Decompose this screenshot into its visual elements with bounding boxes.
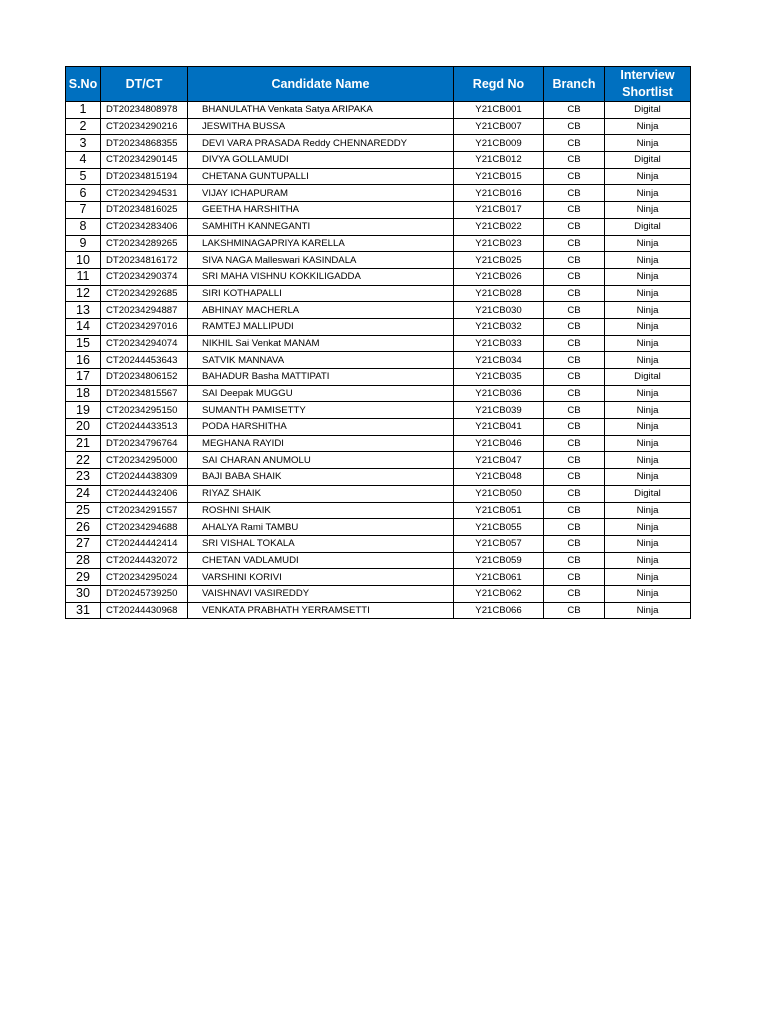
cell-branch: CB [544, 569, 605, 586]
cell-dt-ct: DT20234816172 [101, 252, 188, 269]
cell-interview-shortlist: Digital [605, 218, 691, 235]
cell-branch: CB [544, 218, 605, 235]
cell-branch: CB [544, 302, 605, 319]
cell-regd-no: Y21CB051 [454, 502, 544, 519]
cell-interview-shortlist: Ninja [605, 452, 691, 469]
cell-branch: CB [544, 602, 605, 619]
cell-dt-ct: CT20234297016 [101, 318, 188, 335]
cell-branch: CB [544, 235, 605, 252]
cell-regd-no: Y21CB026 [454, 268, 544, 285]
cell-candidate-name: SRI MAHA VISHNU KOKKILIGADDA [188, 268, 454, 285]
cell-regd-no: Y21CB057 [454, 535, 544, 552]
cell-sno: 24 [66, 485, 101, 502]
cell-dt-ct: CT20244432406 [101, 485, 188, 502]
cell-interview-shortlist: Ninja [605, 402, 691, 419]
cell-candidate-name: DIVYA GOLLAMUDI [188, 152, 454, 169]
cell-sno: 22 [66, 452, 101, 469]
table-row [66, 152, 691, 169]
cell-regd-no: Y21CB032 [454, 318, 544, 335]
cell-branch: CB [544, 469, 605, 486]
cell-dt-ct: CT20234289265 [101, 235, 188, 252]
cell-regd-no: Y21CB007 [454, 118, 544, 135]
cell-sno: 1 [66, 102, 101, 119]
cell-regd-no: Y21CB046 [454, 435, 544, 452]
cell-sno: 20 [66, 419, 101, 436]
cell-sno: 10 [66, 252, 101, 269]
cell-interview-shortlist: Digital [605, 485, 691, 502]
cell-regd-no: Y21CB022 [454, 218, 544, 235]
cell-branch: CB [544, 502, 605, 519]
cell-dt-ct: CT20234290145 [101, 152, 188, 169]
cell-dt-ct: CT20244453643 [101, 352, 188, 369]
cell-interview-shortlist: Ninja [605, 302, 691, 319]
cell-sno: 21 [66, 435, 101, 452]
table-row [66, 519, 691, 536]
cell-interview-shortlist: Digital [605, 152, 691, 169]
cell-regd-no: Y21CB050 [454, 485, 544, 502]
cell-branch: CB [544, 102, 605, 119]
cell-branch: CB [544, 135, 605, 152]
cell-sno: 25 [66, 502, 101, 519]
table-row [66, 369, 691, 386]
header-shortlist-line2: Shortlist [622, 85, 673, 99]
cell-dt-ct: DT20234816025 [101, 202, 188, 219]
header-sno: S.No [66, 67, 101, 102]
cell-sno: 28 [66, 552, 101, 569]
table-row [66, 168, 691, 185]
cell-branch: CB [544, 419, 605, 436]
cell-dt-ct: CT20234283406 [101, 218, 188, 235]
cell-candidate-name: MEGHANA RAYIDI [188, 435, 454, 452]
header-regd-no: Regd No [454, 67, 544, 102]
cell-branch: CB [544, 485, 605, 502]
cell-sno: 13 [66, 302, 101, 319]
table-row [66, 385, 691, 402]
cell-candidate-name: DEVI VARA PRASADA Reddy CHENNAREDDY [188, 135, 454, 152]
cell-candidate-name: JESWITHA BUSSA [188, 118, 454, 135]
cell-sno: 6 [66, 185, 101, 202]
cell-candidate-name: LAKSHMINAGAPRIYA KARELLA [188, 235, 454, 252]
cell-interview-shortlist: Ninja [605, 168, 691, 185]
table-row [66, 602, 691, 619]
cell-interview-shortlist: Ninja [605, 602, 691, 619]
cell-regd-no: Y21CB034 [454, 352, 544, 369]
table-row [66, 202, 691, 219]
table-row [66, 469, 691, 486]
cell-candidate-name: VENKATA PRABHATH YERRAMSETTI [188, 602, 454, 619]
cell-sno: 17 [66, 369, 101, 386]
cell-sno: 16 [66, 352, 101, 369]
cell-sno: 9 [66, 235, 101, 252]
cell-candidate-name: SRI VISHAL TOKALA [188, 535, 454, 552]
cell-candidate-name: RIYAZ SHAIK [188, 485, 454, 502]
cell-branch: CB [544, 118, 605, 135]
table-row [66, 102, 691, 119]
cell-dt-ct: CT20234295000 [101, 452, 188, 469]
cell-dt-ct: CT20234290374 [101, 268, 188, 285]
cell-regd-no: Y21CB030 [454, 302, 544, 319]
cell-interview-shortlist: Ninja [605, 569, 691, 586]
table-row [66, 218, 691, 235]
cell-candidate-name: ABHINAY MACHERLA [188, 302, 454, 319]
cell-interview-shortlist: Ninja [605, 585, 691, 602]
cell-candidate-name: GEETHA HARSHITHA [188, 202, 454, 219]
cell-interview-shortlist: Digital [605, 369, 691, 386]
cell-sno: 18 [66, 385, 101, 402]
cell-sno: 26 [66, 519, 101, 536]
cell-sno: 11 [66, 268, 101, 285]
cell-branch: CB [544, 168, 605, 185]
cell-dt-ct: DT20234796764 [101, 435, 188, 452]
cell-regd-no: Y21CB055 [454, 519, 544, 536]
cell-interview-shortlist: Ninja [605, 519, 691, 536]
cell-candidate-name: SAI Deepak MUGGU [188, 385, 454, 402]
cell-regd-no: Y21CB009 [454, 135, 544, 152]
cell-dt-ct: CT20234295024 [101, 569, 188, 586]
table-row [66, 552, 691, 569]
cell-branch: CB [544, 385, 605, 402]
cell-interview-shortlist: Ninja [605, 318, 691, 335]
cell-sno: 2 [66, 118, 101, 135]
cell-interview-shortlist: Ninja [605, 135, 691, 152]
cell-branch: CB [544, 402, 605, 419]
cell-sno: 23 [66, 469, 101, 486]
shortlist-table [65, 66, 691, 619]
cell-branch: CB [544, 369, 605, 386]
cell-sno: 19 [66, 402, 101, 419]
cell-regd-no: Y21CB023 [454, 235, 544, 252]
cell-dt-ct: DT20234815194 [101, 168, 188, 185]
cell-regd-no: Y21CB025 [454, 252, 544, 269]
cell-regd-no: Y21CB061 [454, 569, 544, 586]
cell-candidate-name: SAI CHARAN ANUMOLU [188, 452, 454, 469]
cell-branch: CB [544, 185, 605, 202]
cell-dt-ct: CT20244438309 [101, 469, 188, 486]
cell-sno: 3 [66, 135, 101, 152]
cell-interview-shortlist: Ninja [605, 385, 691, 402]
table-row [66, 502, 691, 519]
cell-interview-shortlist: Ninja [605, 469, 691, 486]
cell-branch: CB [544, 535, 605, 552]
cell-branch: CB [544, 285, 605, 302]
cell-interview-shortlist: Digital [605, 102, 691, 119]
table-row [66, 235, 691, 252]
cell-interview-shortlist: Ninja [605, 552, 691, 569]
cell-candidate-name: ROSHNI SHAIK [188, 502, 454, 519]
cell-sno: 29 [66, 569, 101, 586]
cell-regd-no: Y21CB017 [454, 202, 544, 219]
cell-interview-shortlist: Ninja [605, 352, 691, 369]
cell-dt-ct: DT20234868355 [101, 135, 188, 152]
cell-dt-ct: DT20245739250 [101, 585, 188, 602]
cell-interview-shortlist: Ninja [605, 285, 691, 302]
cell-dt-ct: DT20234815567 [101, 385, 188, 402]
table-row [66, 402, 691, 419]
header-row [66, 67, 691, 102]
cell-candidate-name: AHALYA Rami TAMBU [188, 519, 454, 536]
table-row [66, 185, 691, 202]
cell-candidate-name: VAISHNAVI VASIREDDY [188, 585, 454, 602]
header-candidate-name: Candidate Name [188, 67, 454, 102]
cell-dt-ct: DT20234808978 [101, 102, 188, 119]
cell-candidate-name: BHANULATHA Venkata Satya ARIPAKA [188, 102, 454, 119]
cell-branch: CB [544, 152, 605, 169]
cell-dt-ct: CT20244442414 [101, 535, 188, 552]
table-row [66, 252, 691, 269]
cell-candidate-name: NIKHIL Sai Venkat MANAM [188, 335, 454, 352]
cell-regd-no: Y21CB033 [454, 335, 544, 352]
cell-regd-no: Y21CB028 [454, 285, 544, 302]
cell-regd-no: Y21CB041 [454, 419, 544, 436]
cell-candidate-name: SIVA NAGA Malleswari KASINDALA [188, 252, 454, 269]
cell-sno: 12 [66, 285, 101, 302]
table-row [66, 419, 691, 436]
cell-regd-no: Y21CB059 [454, 552, 544, 569]
cell-dt-ct: CT20234291557 [101, 502, 188, 519]
cell-interview-shortlist: Ninja [605, 118, 691, 135]
cell-dt-ct: CT20234294887 [101, 302, 188, 319]
cell-interview-shortlist: Ninja [605, 535, 691, 552]
cell-sno: 27 [66, 535, 101, 552]
cell-interview-shortlist: Ninja [605, 252, 691, 269]
cell-regd-no: Y21CB066 [454, 602, 544, 619]
table-row [66, 268, 691, 285]
cell-candidate-name: VARSHINI KORIVI [188, 569, 454, 586]
cell-candidate-name: CHETAN VADLAMUDI [188, 552, 454, 569]
cell-dt-ct: CT20234292685 [101, 285, 188, 302]
cell-sno: 7 [66, 202, 101, 219]
cell-interview-shortlist: Ninja [605, 419, 691, 436]
cell-candidate-name: SUMANTH PAMISETTY [188, 402, 454, 419]
cell-regd-no: Y21CB001 [454, 102, 544, 119]
cell-dt-ct: CT20234290216 [101, 118, 188, 135]
cell-interview-shortlist: Ninja [605, 235, 691, 252]
cell-regd-no: Y21CB062 [454, 585, 544, 602]
table-row [66, 352, 691, 369]
cell-branch: CB [544, 552, 605, 569]
cell-branch: CB [544, 268, 605, 285]
cell-dt-ct: CT20234294688 [101, 519, 188, 536]
table-row [66, 135, 691, 152]
cell-branch: CB [544, 435, 605, 452]
cell-branch: CB [544, 335, 605, 352]
cell-regd-no: Y21CB036 [454, 385, 544, 402]
cell-branch: CB [544, 352, 605, 369]
cell-branch: CB [544, 318, 605, 335]
cell-interview-shortlist: Ninja [605, 435, 691, 452]
cell-interview-shortlist: Ninja [605, 335, 691, 352]
header-branch: Branch [544, 67, 605, 102]
cell-candidate-name: SIRI KOTHAPALLI [188, 285, 454, 302]
cell-candidate-name: VIJAY ICHAPURAM [188, 185, 454, 202]
cell-sno: 8 [66, 218, 101, 235]
cell-dt-ct: CT20234294074 [101, 335, 188, 352]
cell-branch: CB [544, 519, 605, 536]
table-row [66, 585, 691, 602]
cell-interview-shortlist: Ninja [605, 268, 691, 285]
cell-sno: 31 [66, 602, 101, 619]
header-dt-ct: DT/CT [101, 67, 188, 102]
cell-regd-no: Y21CB047 [454, 452, 544, 469]
cell-sno: 14 [66, 318, 101, 335]
table-row [66, 302, 691, 319]
table-row [66, 118, 691, 135]
table-row [66, 535, 691, 552]
header-shortlist-line1: Interview [620, 68, 675, 82]
cell-candidate-name: SAMHITH KANNEGANTI [188, 218, 454, 235]
cell-sno: 5 [66, 168, 101, 185]
cell-sno: 4 [66, 152, 101, 169]
cell-interview-shortlist: Ninja [605, 185, 691, 202]
cell-dt-ct: DT20234806152 [101, 369, 188, 386]
cell-candidate-name: RAMTEJ MALLIPUDI [188, 318, 454, 335]
table-row [66, 435, 691, 452]
table-body [66, 102, 691, 619]
cell-candidate-name: BAHADUR Basha MATTIPATI [188, 369, 454, 386]
cell-candidate-name: CHETANA GUNTUPALLI [188, 168, 454, 185]
cell-dt-ct: CT20244430968 [101, 602, 188, 619]
cell-candidate-name: BAJI BABA SHAIK [188, 469, 454, 486]
table-row [66, 318, 691, 335]
table-row [66, 485, 691, 502]
cell-dt-ct: CT20244432072 [101, 552, 188, 569]
cell-branch: CB [544, 585, 605, 602]
table-row [66, 452, 691, 469]
cell-candidate-name: PODA HARSHITHA [188, 419, 454, 436]
cell-regd-no: Y21CB039 [454, 402, 544, 419]
cell-dt-ct: CT20234294531 [101, 185, 188, 202]
cell-branch: CB [544, 202, 605, 219]
table-row [66, 569, 691, 586]
cell-regd-no: Y21CB016 [454, 185, 544, 202]
cell-dt-ct: CT20244433513 [101, 419, 188, 436]
cell-sno: 15 [66, 335, 101, 352]
cell-candidate-name: SATVIK MANNAVA [188, 352, 454, 369]
cell-branch: CB [544, 252, 605, 269]
cell-regd-no: Y21CB035 [454, 369, 544, 386]
cell-regd-no: Y21CB048 [454, 469, 544, 486]
cell-interview-shortlist: Ninja [605, 502, 691, 519]
cell-sno: 30 [66, 585, 101, 602]
table-row [66, 285, 691, 302]
cell-branch: CB [544, 452, 605, 469]
cell-regd-no: Y21CB012 [454, 152, 544, 169]
cell-dt-ct: CT20234295150 [101, 402, 188, 419]
table-row [66, 335, 691, 352]
header-interview-shortlist [605, 67, 691, 102]
cell-regd-no: Y21CB015 [454, 168, 544, 185]
cell-interview-shortlist: Ninja [605, 202, 691, 219]
